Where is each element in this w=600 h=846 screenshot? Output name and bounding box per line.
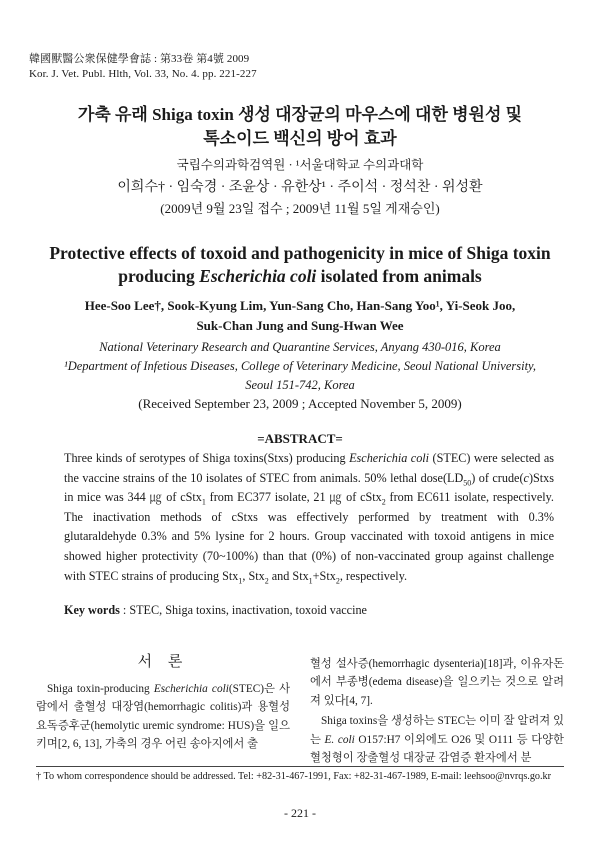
korean-title-line-2: 톡소이드 백신의 방어 효과 — [203, 129, 397, 148]
korean-dates: (2009년 9월 23일 접수 ; 2009년 11월 5일 게재승인) — [160, 201, 440, 216]
intro-paragraph-1: Shiga toxin-producing Escherichia coli(STEC)은 사람에서 출혈성 대장염(hemorrhagic colitis)과 용혈성 요독증후군(hemolytic uremic syndrome: HUS)을 일으키며[2, 6, 13], 가축의 경우 어린 송아지에서 출 — [36, 683, 290, 751]
abstract-heading: =ABSTRACT= — [257, 431, 343, 446]
english-authors — [30, 296, 570, 336]
journal-header — [29, 52, 257, 82]
english-title-species: Escherichia coli — [199, 266, 317, 286]
intro-heading: 서 론 — [137, 654, 189, 670]
korean-affiliation: 국립수의과학검역원 · ¹서울대학교 수의과대학 — [176, 158, 424, 172]
keywords — [64, 601, 367, 619]
body-column-right — [310, 655, 564, 767]
korean-title-line-1: 가축 유래 Shiga toxin 생성 대장균의 마우스에 대한 병원성 및 — [77, 105, 523, 124]
english-authors-line-2: Suk-Chan Jung and Sung-Hwan Wee — [196, 318, 404, 333]
english-title-post: isolated from animals — [316, 266, 482, 286]
english-authors-line-1: Hee-Soo Lee†, Sook-Kyung Lim, Yun-Sang Cho, Han-Sang Yoo¹, Yi-Seok Joo, — [84, 298, 516, 313]
english-affiliation-line-3: Seoul 151-742, Korea — [245, 378, 355, 392]
correspondence-footnote: † To whom correspondence should be addressed. Tel: +82-31-467-1991, Fax: +82-31-467-1989, E-mail: leehsoo@nvrqs.go.kr — [36, 771, 552, 782]
page-number: - 221 - — [284, 806, 316, 820]
english-dates: (Received September 23, 2009 ; Accepted November 5, 2009) — [138, 396, 462, 411]
english-affiliation-line-2: ¹Department of Infetious Diseases, College of Veterinary Medicine, Seoul National University, — [63, 359, 537, 373]
abstract-text: Three kinds of serotypes of Shiga toxins(Stxs) producing Escherichia coli (STEC) were selected as the vaccine strains of the 10 isolates of STEC from animals. 50% lethal $dose(LD_{50})$ of crude(c)Stxs in mice was 344 ㎍ of cStx$_1$ from EC377 isolate, 21 ㎍ of cStx$_2$ from EC611 isolate, respectively. The inactivation methods of cStxs was effectively performed by treatment with 0.3% glutaraldehyde 0.3% and 5% lysine for 2 hours. Group vaccinated with toxoid antigens in mice showed higher protectivity (70~100%) than that (0%) of non-vaccinated group against challenge with STEC strains of producing Stx$_1$, Stx$_2$ and Stx$_1$+Stx$_2$, respectively. — [64, 451, 554, 585]
korean-authors: 이희수† · 임숙경 · 조윤상 · 유한상¹ · 주이석 · 정석찬 · 위성환 — [117, 180, 483, 195]
korean-title — [40, 103, 560, 151]
english-affiliation-line-1: National Veterinary Research and Quarantine Services, Anyang 430-016, Korea — [99, 340, 501, 354]
keywords-text: : STEC, Shiga toxins, inactivation, toxoid vaccine — [119, 603, 367, 617]
intro-paragraph-2: Shiga toxins을 생성하는 STEC는 이미 잘 알려져 있는 E. coli O157:H7 이외에도 O26 및 O111 등 다양한 혈청형이 장출혈성 대장균 감염증 환자에서 분 — [310, 715, 564, 765]
english-title-pre: producing — [118, 266, 200, 286]
english-title — [30, 242, 570, 288]
body-column-left — [36, 650, 290, 754]
keywords-label: Key words — [64, 603, 120, 617]
footnote-divider — [36, 766, 564, 767]
english-title-line-1: Protective effects of toxoid and pathogenicity in mice of Shiga toxin — [49, 243, 551, 263]
intro-paragraph-1-continued: 혈성 설사증(hemorrhagic dysenteria)[18]과, 이유자돈에서 부종병(edema disease)을 일으키는 것으로 알려져 있다[4, 7]. — [310, 658, 564, 707]
english-affiliation — [20, 338, 580, 395]
journal-line-korean: 韓國獸醫公衆保健學會誌 : 第33卷 第4號 2009 — [29, 53, 250, 65]
journal-line-english: Kor. J. Vet. Publ. Hlth, Vol. 33, No. 4. pp. 221-227 — [29, 68, 257, 80]
english-title-line-2 — [30, 265, 570, 288]
